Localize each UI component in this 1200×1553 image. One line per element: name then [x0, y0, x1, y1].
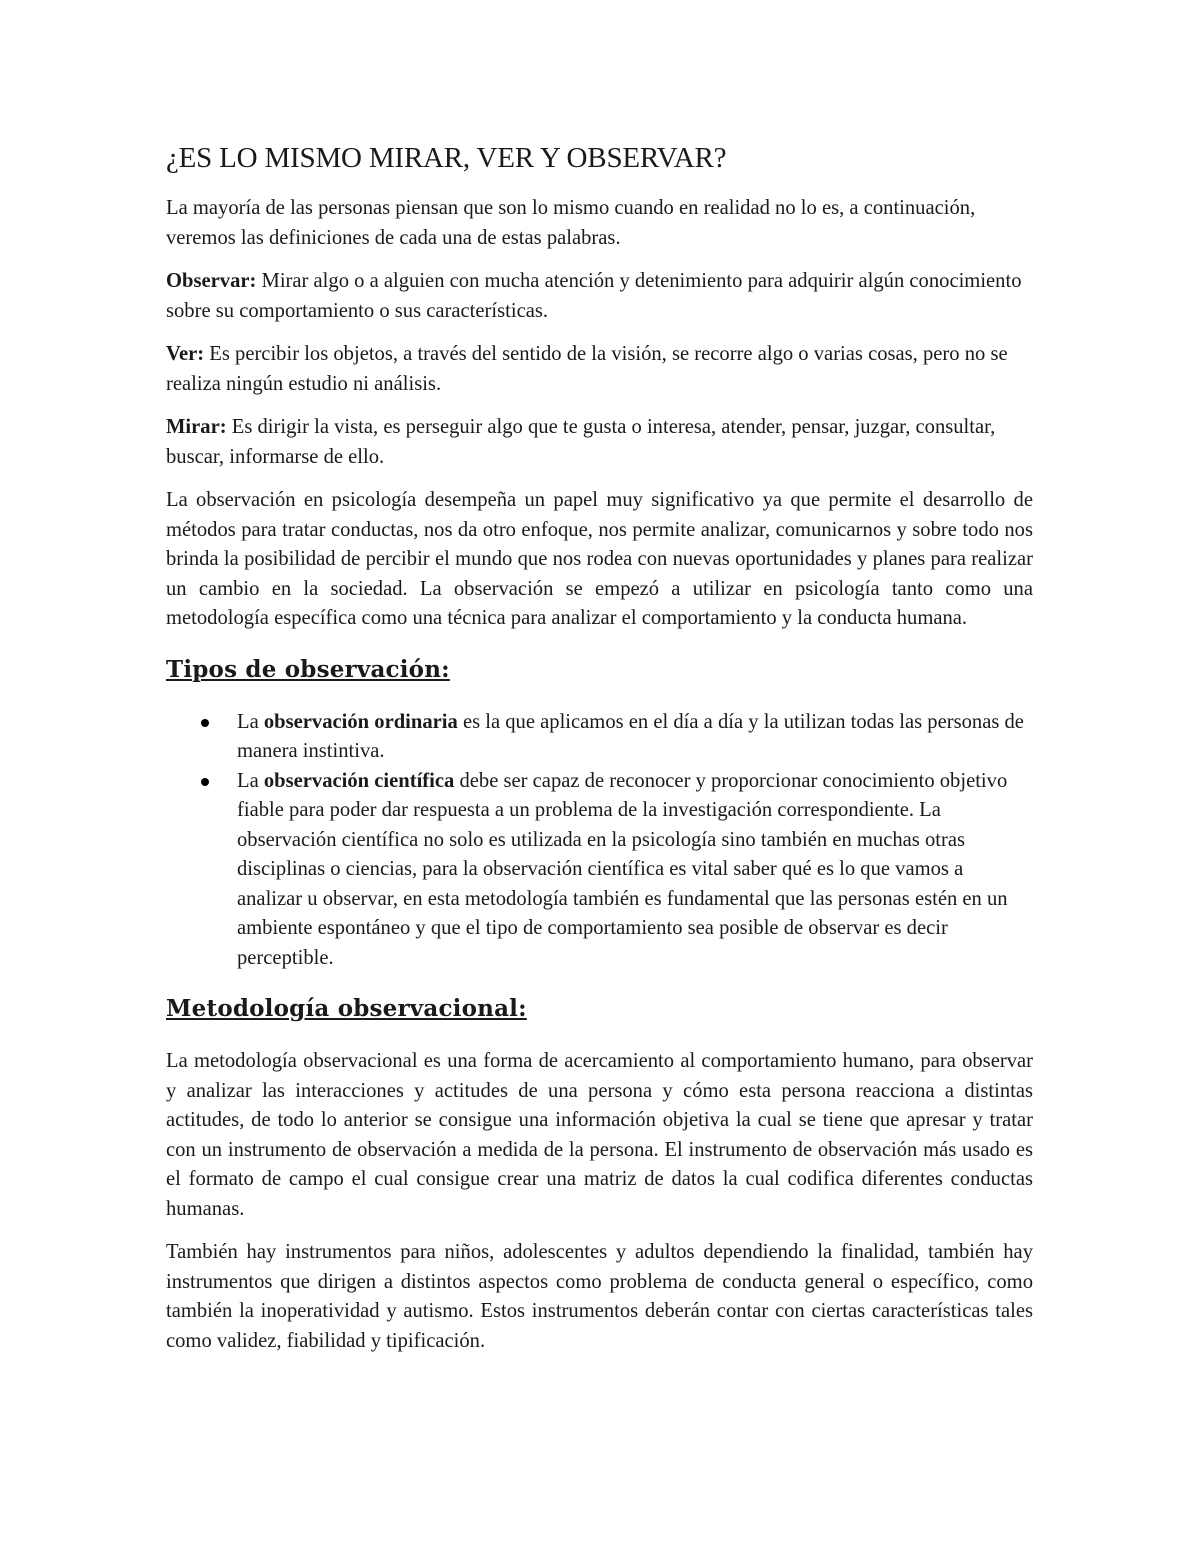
definition-text: Es percibir los objetos, a través del sentido de la visión, se recorre algo o varias cosas, pero no se realiza ningún estudio ni análisis.	[166, 343, 1008, 395]
list-item-text: debe ser capaz de reconocer y proporcionar conocimiento objetivo fiable para poder dar respuesta a un problema de la investigación correspondiente. La observación científica no solo es utilizada en la psicología sino también en muchas otras disciplinas o ciencias, para la observación científica es vital saber qué es lo que vamos a analizar u observar, en esta metodología también es fundamental que las personas estén en un ambiente espontáneo y que el tipo de comportamiento sea posible de observar es decir perceptible.	[237, 769, 1008, 969]
psychology-paragraph: La observación en psicología desempeña un papel muy significativo ya que permite el desarrollo de métodos para tratar conductas, nos da otro enfoque, nos permite analizar, comunicarnos y sobre todo nos brinda la posibilidad de percibir el mundo que nos rodea con nuevas oportunidades y planes para realizar un cambio en la sociedad. La observación se empezó a utilizar en psicología tanto como una metodología específica como una técnica para analizar el comportamiento y la conducta humana.	[166, 489, 1033, 629]
document-body	[166, 140, 1033, 1370]
intro-paragraph: La mayoría de las personas piensan que son lo mismo cuando en realidad no lo es, a continuación, veremos las definiciones de cada una de estas palabras.	[166, 197, 976, 249]
list-item-term: observación científica	[263, 769, 455, 792]
types-list	[166, 708, 1033, 974]
list-item-prefix: La	[237, 769, 264, 792]
bullet-icon	[201, 719, 209, 727]
definition-ver	[166, 340, 1033, 399]
list-item-prefix: La	[237, 710, 264, 733]
document-title: ¿ES LO MISMO MIRAR, VER Y OBSERVAR?	[166, 142, 727, 174]
definition-text: Es dirigir la vista, es perseguir algo que te gusta o interesa, atender, pensar, juzgar, consultar, buscar, informarse de ello.	[166, 416, 996, 468]
definition-term: Observar:	[166, 270, 257, 292]
definition-term: Ver:	[166, 343, 205, 365]
definition-mirar	[166, 413, 1033, 472]
list-item-term: observación ordinaria	[263, 710, 458, 733]
types-heading: Tipos de observación:	[166, 655, 450, 683]
instruments-paragraph: También hay instrumentos para niños, adolescentes y adultos dependiendo la finalidad, también hay instrumentos que dirigen a distintos aspectos como problema de conducta general o específico, como también la inoperatividad y autismo. Estos instrumentos deberán contar con ciertas características tales como validez, fiabilidad y tipificación.	[166, 1241, 1033, 1352]
list-item	[166, 708, 1033, 767]
methodology-paragraph: La metodología observacional es una forma de acercamiento al comportamiento humano, para observar y analizar las interacciones y actitudes de una persona y cómo esta persona reacciona a distintas actitudes, de todo lo anterior se consigue una información objetiva la cual se tiene que apresar y tratar con un instrumento de observación a medida de la persona. El instrumento de observación más usado es el formato de campo el cual consigue crear una matriz de datos la cual codifica diferentes conductas humanas.	[166, 1050, 1033, 1220]
methodology-heading: Metodología observacional:	[166, 995, 527, 1022]
definition-text: Mirar algo o a alguien con mucha atención y detenimiento para adquirir algún conocimiento sobre su comportamiento o sus características.	[166, 270, 1022, 322]
definition-observar	[166, 267, 1033, 326]
list-item	[166, 767, 1033, 974]
list-item-text: es la que aplicamos en el día a día y la utilizan todas las personas de manera instintiva.	[237, 710, 1024, 762]
bullet-icon	[201, 778, 209, 786]
definition-term: Mirar:	[166, 416, 227, 438]
